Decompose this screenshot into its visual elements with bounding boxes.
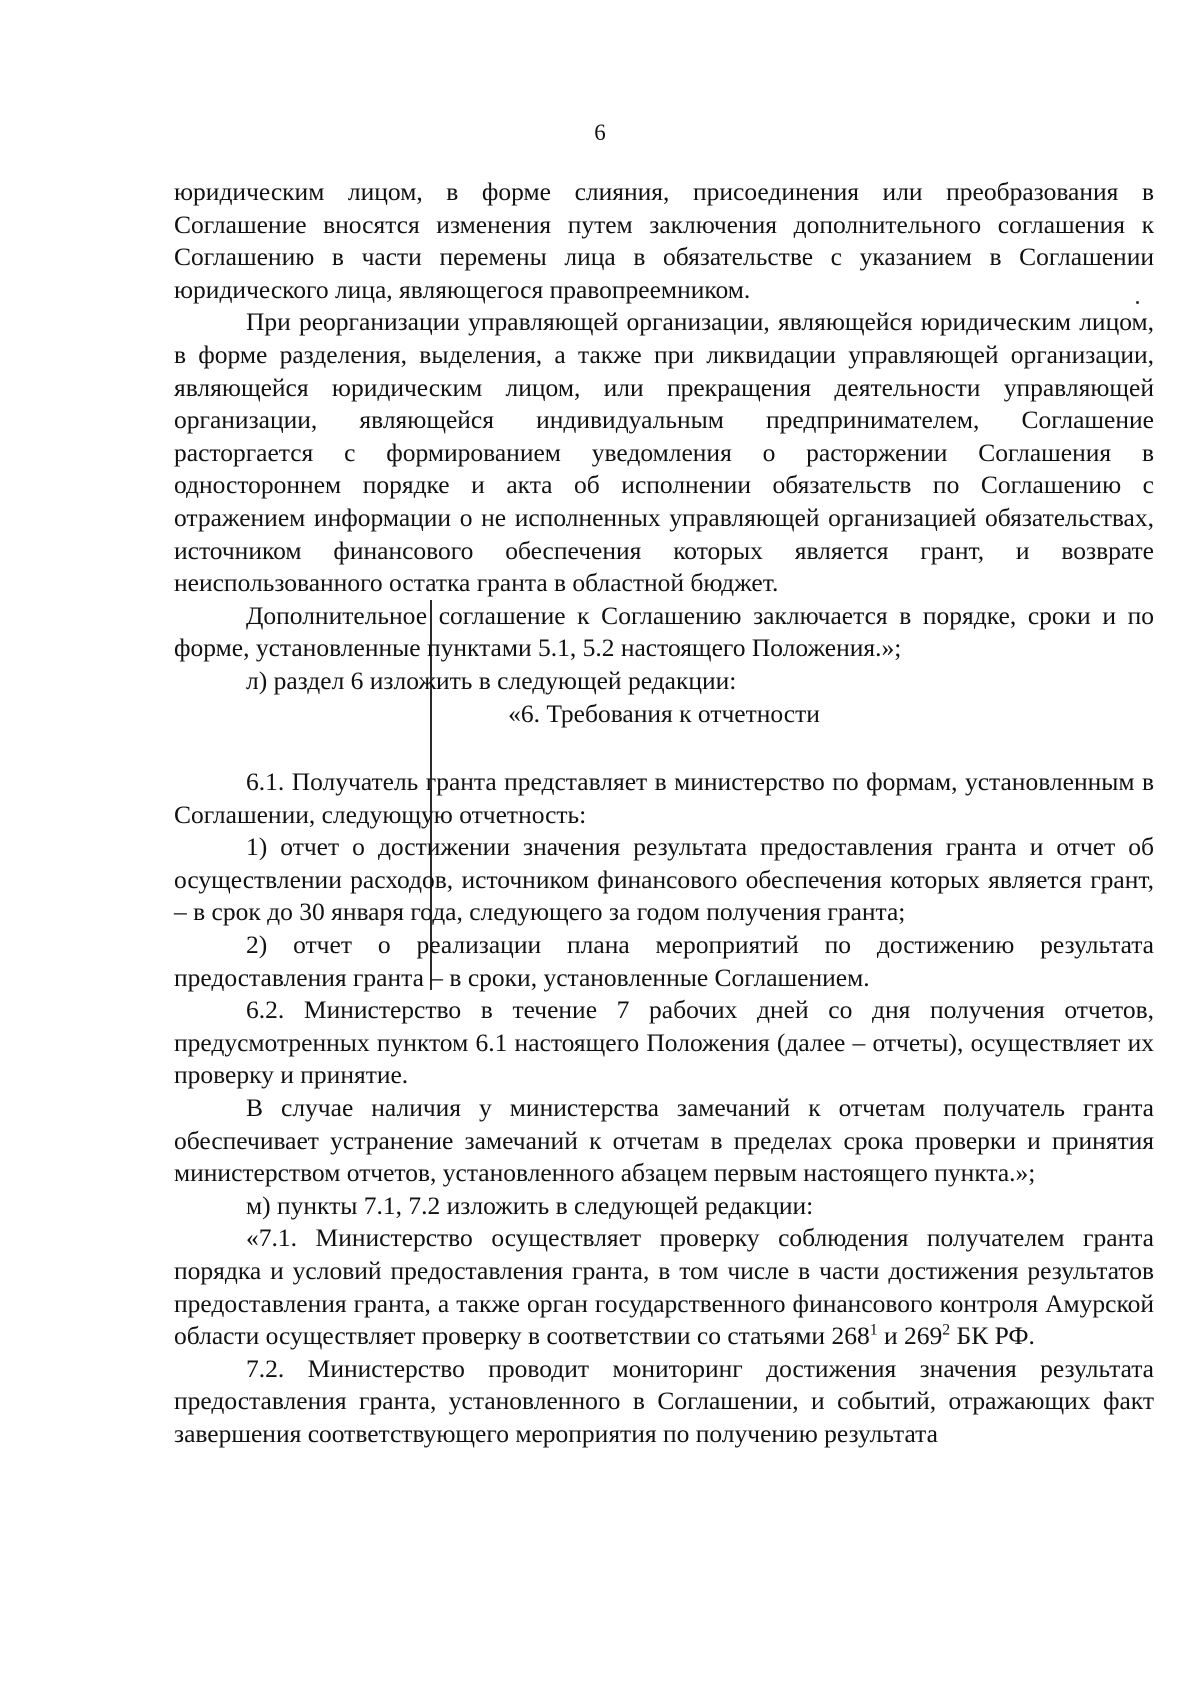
paragraph-6-2: 6.2. Министерство в течение 7 рабочих дней со дня получения отчетов, предусмотренных пунктом 6.1 настоящего Положения (далее – отчеты), осуществляет их проверку и принятие. <box>174 995 1154 1090</box>
paragraph-remarks: В случае наличия у министерства замечаний к отчетам получатель гранта обеспечивает устранение замечаний к отчетам в пределах срока проверки и принятия министерством отчетов, установленного абзацем первым настоящего пункта.»; <box>174 1093 1154 1188</box>
paragraph-continuation: юридическим лицом, в форме слияния, присоединения или преобразования в Соглашение вносятся изменения путем заключения дополнительного соглашения к Соглашению в части перемены лица в обязательстве с указанием в Соглашении юридического лица, являющегося правопреемником. <box>174 177 1154 304</box>
paragraph-7-2: 7.2. Министерство проводит мониторинг достижения значения результата предоставления гранта, установленного в Соглашении, и событий, отражающих факт завершения соответствующего мероприятия по получению результата <box>174 1353 1154 1448</box>
superscript-2: 2 <box>942 1321 951 1339</box>
document-body <box>174 176 1154 1451</box>
paragraph-7-1-end: БК РФ. <box>950 1321 1035 1351</box>
paragraph-reorganization: При реорганизации управляющей организации, являющейся юридическим лицом, в форме разделения, выделения, а также при ликвидации управляющей организации, являющейся юридическим лицом, или прекращения деятельности управляющей организации, являющейся индивидуальным предпринимателем, Соглашение расторгается с формированием уведомления о расторжении Соглашения в одностороннем порядке и акта об исполнении обязательств по Соглашению с отражением информации о не исполненных управляющей организацией обязательствах, источником финансового обеспечения которых является грант, и возврате неиспользованного остатка гранта в областной бюджет. <box>174 307 1154 598</box>
paragraph-6-1-item-2: 2) отчет о реализации плана мероприятий по достижению результата предоставления гранта – в сроки, установленные Соглашением. <box>174 930 1154 992</box>
paragraph-additional-agreement: Дополнительное соглашение к Соглашению заключается в порядке, сроки и по форме, установленные пунктами 5.1, 5.2 настоящего Положения.»; <box>174 600 1154 663</box>
paragraph-7-1 <box>174 1222 1154 1352</box>
paragraph-7-1-text: «7.1. Министерство осуществляет проверку соблюдения получателем гранта порядка и условий предоставления гранта, в том числе в части достижения результатов предоставления гранта, а также орган государственного финансового контроля Амурской области осуществляет проверку в соответствии со статьями 268 <box>174 1223 1154 1351</box>
paragraph-item-m: м) пункты 7.1, 7.2 изложить в следующей редакции: <box>246 1190 814 1220</box>
paragraph-6-1: 6.1. Получатель гранта представляет в министерство по формам, установленным в Соглашении, следующую отчетность: <box>174 767 1154 829</box>
section-heading: «6. Требования к отчетности <box>508 698 820 728</box>
superscript-1: 1 <box>869 1321 878 1339</box>
paragraph-item-l: л) раздел 6 изложить в следующей редакции: <box>246 665 737 695</box>
page-number: 6 <box>594 120 606 145</box>
paragraph-7-1-mid: и 269 <box>877 1321 943 1351</box>
paragraph-6-1-item-1: 1) отчет о достижении значения результата предоставления гранта и отчет об осуществлении расходов, источником финансового обеспечения которых является грант, – в срок до 30 января года, следующего за годом получения гранта; <box>174 832 1154 927</box>
